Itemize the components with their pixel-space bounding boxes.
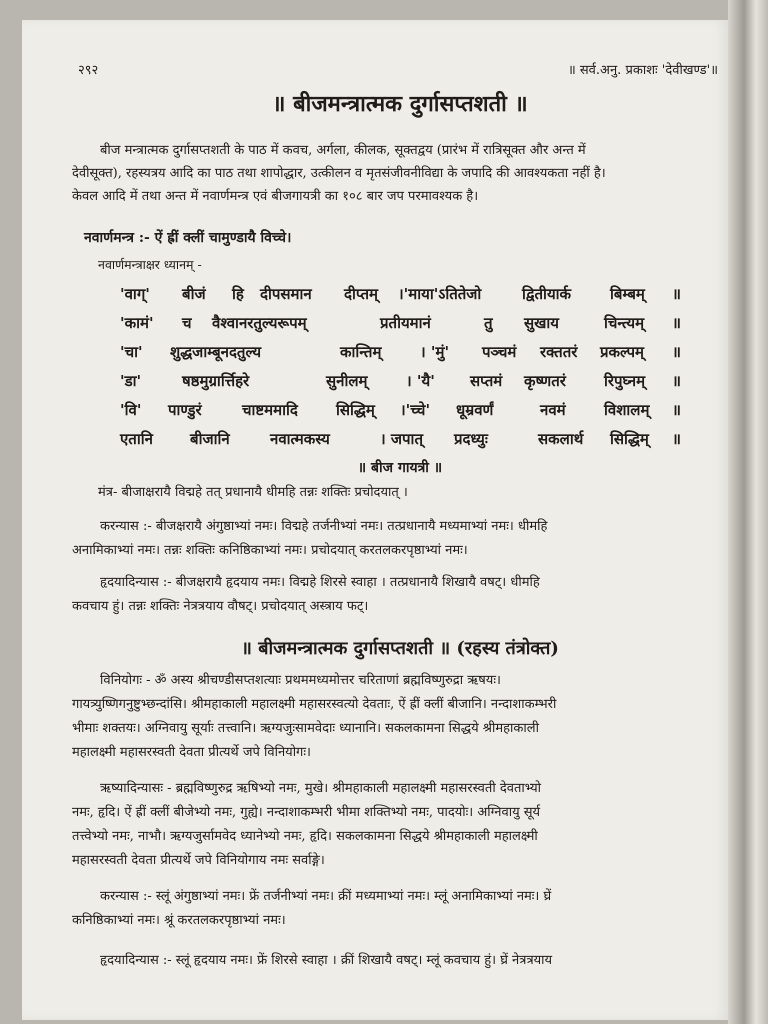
mantra-line: मंत्र- बीजाक्षरायै विद्महे तत् प्रधानायै धीमहि तन्नः शक्तिः प्रचोदयात् । [98, 485, 408, 500]
rishyadi-line: ऋष्यादिन्यासः - ब्रह्मविष्णुरुद्र ऋषिभ्यो नमः, मुखे। श्रीमहाकाली महालक्ष्मी महासरस्वती देवताभ्यो [100, 781, 542, 796]
viniyog-line: महालक्ष्मी महासरस्वती देवता प्रीत्यर्थे जपे विनियोगः। [72, 745, 311, 760]
rishyadi-line: महासरस्वती देवता प्रीत्यर्थे जपे विनियोगाय नमः सर्वाङ्गे। [72, 853, 325, 868]
verse-word: वैश्वानरतुल्यरूपम् [212, 314, 307, 332]
verse-word: ॥ [672, 430, 681, 448]
verse-word: रिपुघ्नम् [604, 372, 646, 390]
verse-word: दीपसमान [260, 285, 312, 303]
verse-word: पाण्डुरं [168, 401, 202, 419]
rishyadi-line: नमः, हृदि। ऐं ह्रीं क्लीं बीजेभ्यो नमः, गुह्ये। नन्दाशाकम्भरी भीमा शक्तिभ्यो नमः, पादयोः। अग्निवायु सूर्य [72, 805, 541, 820]
verse-word: प्रकल्पम् [600, 343, 644, 361]
verse-word: ॥ [672, 343, 681, 361]
verse-line [120, 400, 686, 426]
verse-word: चाष्टममादि [242, 401, 298, 419]
verse-word: सप्तमं [470, 372, 503, 390]
verse-word: पञ्चमं [482, 343, 517, 361]
verse-word: ।'च्चे' [400, 401, 431, 419]
verse-word: 'कामं' [120, 314, 154, 332]
section-heading: ॥ बीजमन्त्रात्मक दुर्गासप्तशती ॥ (रहस्य तंत्रोक्त) [241, 638, 559, 659]
verse-word: सुनीलम् [326, 372, 368, 390]
verse-word: षष्ठमुग्रार्त्तिहरे [182, 372, 250, 390]
verse-word: 'चा' [120, 343, 143, 361]
verse-word: रक्ततरं [540, 343, 578, 361]
hridayadi-line: कवचाय हुं। तन्नः शक्तिः नेत्रत्रयाय वौषट्। प्रचोदयात् अस्त्राय फट्। [72, 599, 369, 614]
verse-word: ॥ [672, 314, 681, 332]
viniyog-line: विनियोगः - ॐ अस्य श्रीचण्डीसप्तशत्याः प्रथममध्यमोत्तर चरिताणां ब्रह्मविष्णुरुद्रा ऋषयः। [100, 673, 501, 688]
verse-word: । जपात् [380, 430, 423, 448]
verse-line [120, 371, 686, 397]
verse-word: तु [484, 314, 493, 332]
verse-word: सिद्धिम् [336, 401, 375, 419]
verse-line [120, 284, 686, 310]
verse-word: ॥ [672, 401, 681, 419]
intro-line: देवीसूक्त), रहस्यत्रय आदि का पाठ तथा शापोद्धार, उत्कीलन व मृतसंजीवनीविद्या के जपादि की आवश्यकता नहीं है। [72, 166, 606, 181]
verse-word: बीजानि [190, 430, 230, 448]
verse-word: बीजं [182, 285, 206, 303]
verse-word: द्वितीयार्क [522, 285, 572, 303]
verse-word: विशालम् [604, 401, 650, 419]
verse-word: च [182, 314, 192, 332]
book-spine [728, 0, 768, 1024]
verse-word: ॥ [672, 285, 681, 303]
verse-word: कृष्णतरं [524, 372, 566, 390]
karanyas-line: अनामिकाभ्यां नमः। तन्नः शक्तिः कनिष्ठिकाभ्यां नमः। प्रचोदयात् करतलकरपृष्ठाभ्यां नमः। [72, 543, 468, 558]
page-header [78, 60, 718, 80]
navarna-dhyanam-label: नवार्णमन्त्राक्षर ध्यानम् - [98, 257, 202, 272]
verse-word: ।'माया'ऽतितेजो [398, 285, 482, 303]
verse-line [120, 313, 686, 339]
intro-line: बीज मन्त्रात्मक दुर्गासप्तशती के पाठ में कवच, अर्गला, कीलक, सूक्तद्वय (प्रारंभ में रात्रिसूक्त और अन्त में [100, 143, 586, 158]
verse-word: दीप्तम् [344, 285, 378, 303]
karanyas-line: करन्यास :- बीजक्षरायै अंगुष्ठाभ्यां नमः। विद्महे तर्जनीभ्यां नमः। तत्प्रधानायै मध्यमाभ्यां नमः। धीमहि [100, 519, 548, 534]
navarna-mantra: नवार्णमन्त्र :- ऐं ह्रीं क्लीं चामुण्डायै विच्चे। [84, 230, 292, 246]
viniyog-line: गायत्र्युष्णिगनुष्टुभ्छन्दांसि। श्रीमहाकाली महालक्ष्मी महासरस्वत्यो देवताः, ऐं ह्रीं क्लीं बीजानि। नन्दाशाकम्भरी [72, 697, 557, 712]
karanyas2-line: करन्यास :- स्लूं अंगुष्ठाभ्यां नमः। फ्रें तर्जनीभ्यां नमः। क्रीं मध्यमाभ्यां नमः। म्लूं अनामिकाभ्यां नमः। घ्रें [100, 889, 552, 904]
verse-word: सिद्धिम् [610, 430, 649, 448]
verse-word: बिम्बम् [610, 285, 645, 303]
beej-gayatri-heading: ॥ बीज गायत्री ॥ [357, 460, 443, 476]
verse-word: प्रतीयमानं [380, 314, 431, 332]
intro-line: केवल आदि में तथा अन्त में नवार्णमन्त्र एवं बीजगायत्री का १०८ बार जप परमावश्यक है। [72, 189, 479, 204]
verse-word: कान्तिम् [340, 343, 382, 361]
verse-word: 'वाग्' [120, 285, 150, 303]
verse-word: । 'मुं' [420, 343, 450, 361]
verse-word: हि [232, 285, 244, 303]
hridayadi2-line: हृदयादिन्यास :- स्लूं हृदयाय नमः। फ्रें शिरसे स्वाहा । क्रीं शिखायै वषट्। म्लूं कवचाय हुं। घ्रें नेत्रत्रयाय [100, 953, 553, 968]
verse-word: नवमं [540, 401, 566, 419]
page-number: २९२ [78, 63, 99, 78]
hridayadi-line: हृदयादिन्यास :- बीजक्षरायै हृदयाय नमः। विद्महे शिरसे स्वाहा । तत्प्रधानायै शिखायै वषट्। धीमहि [100, 575, 540, 590]
verse-word: ॥ [672, 372, 681, 390]
karanyas2-line: कनिष्ठिकाभ्यां नमः। श्रूं करतलकरपृष्ठाभ्यां नमः। [72, 913, 286, 928]
running-title: ॥ सर्व.अनु. प्रकाशः 'देवीखण्ड'॥ [567, 63, 718, 78]
verse-line [120, 429, 686, 455]
rishyadi-line: तत्त्वेभ्यो नमः, नाभौ। ऋग्यजुर्सामवेद ध्यानेभ्यो नमः, हृदि। सकलकामना सिद्धये श्रीमहाकाली महालक्ष्मी [72, 829, 538, 844]
verse-word: सकलार्थ [538, 430, 584, 448]
page-title: ॥ बीजमन्त्रात्मक दुर्गासप्तशती ॥ [272, 91, 528, 117]
verse-word: 'डा' [120, 372, 142, 390]
verse-word: शुद्धजाम्बूनदतुल्य [170, 343, 262, 361]
viniyog-line: भीमाः शक्तयः। अग्निवायु सूर्याः तत्त्वानि। ऋग्यजुःसामवेदाः ध्यानानि। सकलकामना सिद्धये श्रीमहाकाली [72, 721, 539, 736]
verse-word: सुखाय [524, 314, 559, 332]
verse-word: प्रदध्युः [454, 430, 488, 448]
verse-word: । 'यै' [406, 372, 435, 390]
verse-word: एतानि [120, 430, 153, 448]
verse-word: नवात्मकस्य [270, 430, 330, 448]
verse-line [120, 342, 686, 368]
verse-word: 'वि' [120, 401, 142, 419]
verse-word: चिन्त्यम् [604, 314, 645, 332]
verse-word: धूम्रवर्णं [456, 401, 494, 419]
